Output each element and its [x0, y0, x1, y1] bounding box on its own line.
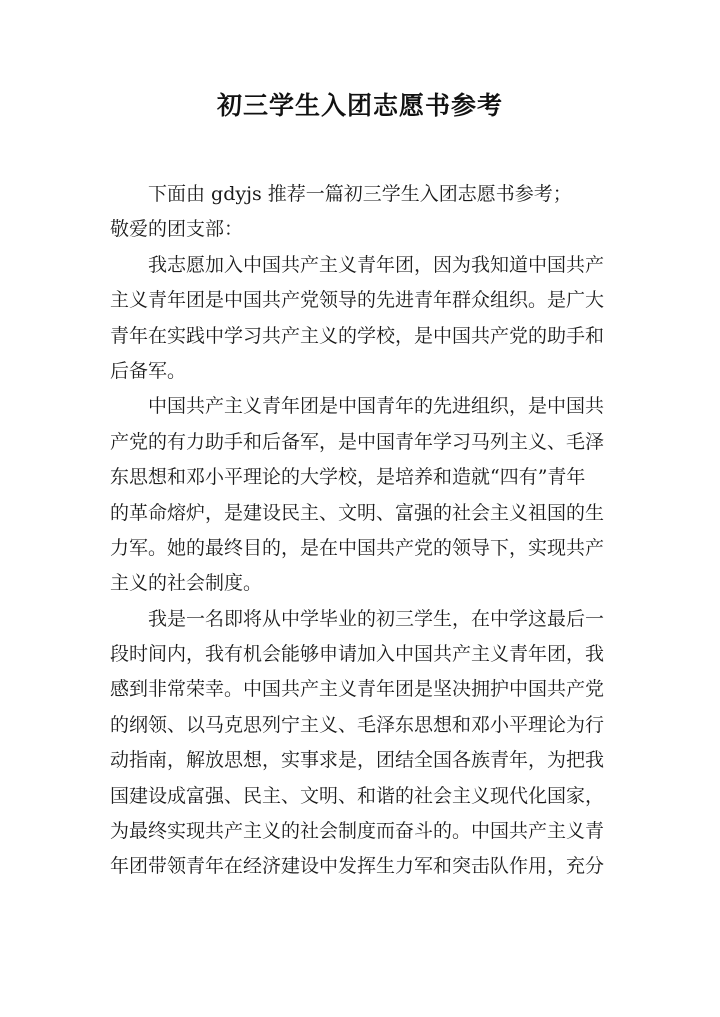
paragraph-3-line: 段时间内，我有机会能够申请加入中国共产主义青年团，我 [110, 643, 605, 666]
document-title: 初三学生入团志愿书参考 [216, 91, 503, 120]
paragraph-3-line: 年团带领青年在经济建设中发挥生力军和突击队作用，充分 [110, 855, 605, 878]
paragraph-3-line: 感到非常荣幸。中国共产主义青年团是坚决拥护中国共产党 [110, 678, 605, 701]
paragraph-1-line: 我志愿加入中国共产主义青年团，因为我知道中国共产 [148, 253, 605, 276]
paragraph-2-line: 主义的社会制度。 [110, 572, 263, 595]
paragraph-2-line: 的革命熔炉，是建设民主、文明、富强的社会主义祖国的生 [110, 501, 605, 524]
paragraph-1-line: 青年在实践中学习共产主义的学校，是中国共产党的助手和 [110, 324, 605, 347]
document-body [110, 177, 612, 885]
salutation: 敬爱的团支部： [110, 218, 244, 241]
paragraph-2-line: 中国共产主义青年团是中国青年的先进组织，是中国共 [148, 395, 605, 418]
paragraph-1-line: 主义青年团是中国共产党领导的先进青年群众组织。是广大 [110, 289, 605, 312]
paragraph-3-line: 国建设成富强、民主、文明、和谐的社会主义现代化国家， [110, 784, 605, 807]
paragraph-3-line: 为最终实现共产主义的社会制度而奋斗的。中国共产主义青 [110, 820, 605, 843]
paragraph-1-line: 后备军。 [110, 359, 187, 382]
intro-line: 下面由 gdyjs 推荐一篇初三学生入团志愿书参考； [148, 183, 572, 205]
paragraph-3-line: 我是一名即将从中学毕业的初三学生，在中学这最后一 [148, 607, 605, 630]
paragraph-3-line: 动指南，解放思想，实事求是，团结全国各族青年，为把我 [110, 749, 605, 772]
paragraph-2-line: 产党的有力助手和后备军，是中国青年学习马列主义、毛泽 [110, 430, 605, 453]
paragraph-2-line: 力军。她的最终目的，是在中国共产党的领导下，实现共产 [110, 536, 605, 559]
paragraph-3-line: 的纲领、以马克思列宁主义、毛泽东思想和邓小平理论为行 [110, 713, 605, 736]
paragraph-2-line: 东思想和邓小平理论的大学校，是培养和造就“四有”青年 [110, 466, 586, 489]
